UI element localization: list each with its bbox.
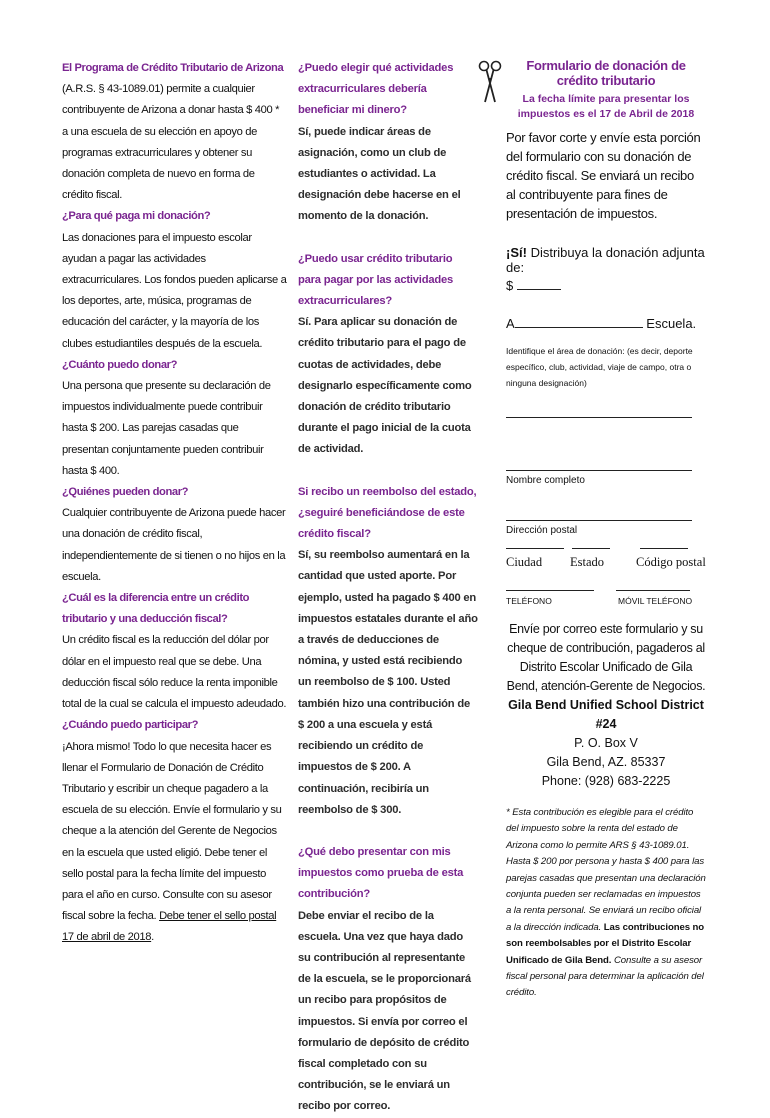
dollar-sign: $: [506, 278, 514, 293]
faq-question: ¿Puedo elegir qué actividades extracurriculares debería beneficiar mi dinero?: [298, 62, 454, 117]
section-title: ¿Cuánto puedo donar?: [62, 358, 178, 371]
faq-answer: Sí, puede indicar áreas de asignación, como un club de estudiantes o actividad. La designación debe hacerse en el momento de la donación.: [298, 125, 461, 223]
footnote: [506, 805, 706, 1002]
school-field[interactable]: [515, 315, 643, 328]
footnote-bold: Las contribuciones no son reembolsables por el Distrito Escolar Unificado de Gila Bend.: [506, 921, 705, 966]
full-name-label: Nombre completo: [506, 475, 585, 486]
city-field[interactable]: [506, 548, 564, 549]
a-label: A: [506, 316, 515, 331]
period: .: [151, 931, 154, 944]
phone-row: [506, 580, 706, 610]
section-body: Un crédito fiscal es la reducción del dólar por dólar en el impuesto real que se debe. Una deducción fiscal sólo reduce la renta imponible total de la cual se calcula el impuesto adeudado.: [62, 634, 287, 711]
faq-question: Si recibo un reembolso del estado, ¿seguiré beneficiándose de este crédito fiscal?: [298, 485, 477, 541]
mobile-field[interactable]: [616, 590, 690, 591]
distribute-line: [506, 245, 706, 275]
school-line: [506, 315, 706, 331]
section-title: ¿Quiénes pueden donar?: [62, 486, 189, 499]
section-body: Cualquier contribuyente de Arizona puede hacer una donación de crédito fiscal, independientemente de si tienen o no hijos en la escuela.: [62, 507, 286, 583]
section-body: (A.R.S. § 43-1089.01) permite a cualquier contribuyente de Arizona a donar hasta $ 400 * a una escuela de su elección en apoyo de programas extracurriculares y obtener su donación completa de nuevo en forma de crédito fiscal.: [62, 83, 280, 202]
faq-question: ¿Puedo usar crédito tributario para pagar por las actividades extracurriculares?: [298, 252, 454, 308]
address-label: Dirección postal: [506, 525, 578, 536]
city-row: [506, 538, 706, 578]
column-info: [62, 58, 287, 949]
deadline-text: Debe tener el sello postal 17 de abril de 2018: [62, 910, 277, 944]
phone-number: Phone: (928) 683-2225: [541, 774, 671, 788]
section-body: Una persona que presente su declaración de impuestos individualmente puede contribuir hasta $ 200. Las parejas casadas que presentan conjuntamente pueden contribuir hasta $ 400.: [62, 380, 271, 477]
form-deadline: La fecha límite para presentar los impuestos es el 17 de Abril de 2018: [517, 93, 695, 120]
faq-question: ¿Qué debo presentar con mis impuestos como prueba de esta contribución?: [298, 845, 464, 901]
participate-text: ¡Ahora mismo! Todo lo que necesita hacer es llenar el Formulario de Donación de Crédito Tributario y escribir un cheque pagadero a la escuela de su elección. Envíe el formulario y su cheque a la atención del Gerente de Negocios en la escuela que usted eligió. Debe tener el sello postal para la fecha límite del impuesto para el año en curso. Consulte con su asesor fiscal sobre la fecha.: [62, 740, 282, 923]
section-title: ¿Para qué paga mi donación?: [62, 210, 211, 223]
faq-answer: Sí, su reembolso aumentará en la cantidad que usted aporte. Por ejemplo, usted ha pagado $ 400 en impuestos estatales durante el año a través de deducciones de nómina, y usted está recibiendo un reembolso de $ 100. Usted también hizo una contribución de $ 200 a una escuela y está recibiendo un crédito de impuestos de $ 200. A continuación, recibiría un reembolso de $ 300.: [298, 549, 478, 816]
amount-line: [506, 277, 706, 293]
faq-answer: Sí. Para aplicar su donación de crédito tributario para el pago de cuotas de actividades, debe designarlo específicamente como donación de crédito tributario durante el pago inicial de la cuota de actividad.: [298, 316, 472, 456]
school-label: Escuela.: [646, 316, 697, 331]
po-box: P. O. Box V: [574, 736, 638, 750]
city-label: Ciudad: [506, 555, 543, 569]
state-field[interactable]: [572, 548, 610, 549]
footnote-text: * Esta contribución es elegible para el crédito del impuesto sobre la renta del estado de Arizona como lo permite ARS § 43-1089.01. Hasta $ 200 por persona y hasta $ 400 para las parejas casadas que presentan una declaración conjunta pueden ser reclamadas en impuestos a la renta personal. Se enviará un recibo oficial a la dirección indicada.: [506, 807, 706, 933]
distribute-label: Distribuya la donación adjunta de:: [506, 245, 705, 275]
section-body: [62, 737, 287, 949]
donation-form: [506, 58, 706, 1002]
designation-field-2[interactable]: [506, 418, 692, 471]
designation-field[interactable]: [506, 391, 692, 418]
identify-text: Identifique el área de donación: (es decir, deporte específico, club, actividad, viaje de campo, otra o ninguna designación): [506, 346, 693, 388]
state-label: Estado: [570, 555, 605, 569]
mobile-label: MÓVIL TELÉFONO: [618, 596, 693, 606]
amount-field[interactable]: [517, 277, 561, 290]
faq-answer: Debe enviar el recibo de la escuela. Una vez que haya dado su contribución al representante de la escuela, se le proporcionará un recibo para propósitos de impuestos. Si envía por correo el formulario de depósito de crédito fiscal completado con su contribución, se le enviará un recibo por correo.: [298, 909, 471, 1113]
scissors-icon: [478, 58, 502, 108]
zip-label: Código postal: [636, 555, 706, 569]
address-field[interactable]: [506, 486, 692, 521]
form-title: Formulario de donación de crédito tributario: [526, 58, 686, 88]
section-title: ¿Cuál es la diferencia entre un crédito tributario y una deducción fiscal?: [62, 592, 250, 626]
phone-label: TELÉFONO: [506, 596, 552, 606]
zip-field[interactable]: [640, 548, 688, 549]
section-title: ¿Cuándo puedo participar?: [62, 719, 199, 732]
footnote-end: Consulte a su asesor fiscal personal para determinar la aplicación del crédito.: [506, 954, 704, 999]
column-faq: [298, 58, 478, 1118]
district-name: Gila Bend Unified School District #24: [508, 698, 704, 731]
section-title: El Programa de Crédito Tributario de Arizona: [62, 62, 284, 74]
phone-field[interactable]: [506, 590, 594, 591]
city-state: Gila Bend, AZ. 85337: [546, 755, 666, 769]
section-body: Las donaciones para el impuesto escolar ayudan a pagar las actividades extracurriculares. Los fondos pueden aplicarse a los deportes, arte, música, programas de educación del carácter, y la mayoría de los clubes estudiantiles después de la escuela.: [62, 231, 287, 350]
yes-label: ¡Sí!: [506, 245, 527, 260]
mail-instructions: Envíe por correo este formulario y su cheque de contribución, pagaderos al Distrito Escolar Unificado de Gila Bend, atención-Gerente de Negocios.: [506, 622, 706, 693]
form-intro: Por favor corte y envíe esta porción del formulario con su donación de crédito fiscal. Se enviará un recibo al contribuyente para fines de presentación de impuestos.: [506, 130, 701, 221]
